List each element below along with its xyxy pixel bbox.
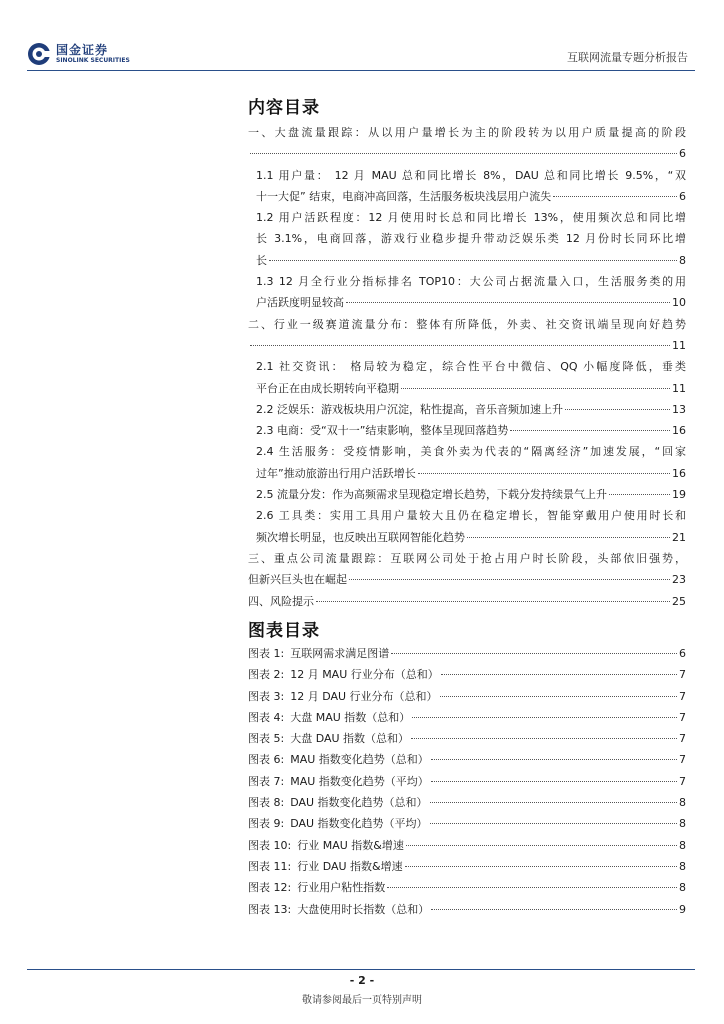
dot-leader [269,260,677,261]
toc-entry[interactable] [248,356,686,399]
dot-leader [440,696,677,697]
figure-title: 行业 DAU 指数&增速 [297,859,403,873]
toc-page-number: 16 [672,466,686,480]
toc-entry-leader-line [248,591,686,612]
toc-page-number: 19 [672,488,686,502]
toc-entry[interactable] [248,271,686,314]
figure-entry[interactable] [248,686,686,707]
toc-entry-text: 长 3.1%，电商回落，游戏行业稳步提升带动泛娱乐类 12 月份时长同环比增 [256,232,686,246]
toc-entry[interactable] [248,420,686,441]
figure-page-number: 8 [679,881,686,895]
logo-mark-icon [27,42,51,66]
toc-entry-leader-line [256,527,686,548]
toc-entry-text: 平台正在由成长期转向平稳期 [256,381,399,395]
figure-page-number: 8 [679,817,686,831]
logo-english-name: SINOLINK SECURITIES [56,56,130,64]
figure-page-number: 7 [679,668,686,682]
toc-entry-leader-line [256,484,686,505]
toc-page-number: 10 [672,296,686,310]
figure-entry[interactable] [248,664,686,685]
figure-title: MAU 指数变化趋势（平均） [290,774,429,788]
toc-page-number: 21 [672,530,686,544]
figure-page-number: 7 [679,689,686,703]
figure-page-number: 8 [679,796,686,810]
toc-page-number: 11 [672,338,686,352]
figure-title: 大盘使用时长指数（总和） [297,902,430,916]
figure-entry[interactable] [248,813,686,834]
dot-leader [431,781,677,782]
figure-title: DAU 指数变化趋势（总和） [290,796,428,810]
toc-entry-leader-line [256,186,686,207]
figure-entry[interactable] [248,728,686,749]
dot-leader [387,887,677,888]
figure-page-number: 7 [679,774,686,788]
toc-entry-leader-line [256,292,686,313]
figure-title: 大盘 MAU 指数（总和） [290,710,411,724]
dot-leader [412,717,677,718]
company-logo [27,42,130,66]
toc-entry-text: 三、重点公司流量跟踪：互联网公司处于抢占用户时长阶段，头部依旧强势， [248,551,686,565]
table-of-contents [248,122,686,612]
toc-entry[interactable] [248,441,686,484]
figure-list [248,643,686,920]
dot-leader [510,430,670,431]
figure-entry[interactable] [248,707,686,728]
figure-label: 图表 1: [248,647,285,660]
figure-entry[interactable] [248,749,686,770]
figure-label: 图表 5: [248,732,285,746]
dot-leader [411,738,677,739]
toc-entry-text: 户活跃度明显较高 [256,296,344,310]
toc-entry-text: 过年”推动旅游出行用户活跃增长 [256,466,416,480]
toc-entry-leader-line [256,399,686,420]
dot-leader [250,153,677,154]
figure-list-title: 图表目录 [248,621,320,641]
toc-title: 内容目录 [248,98,320,118]
toc-entry-leader-line [256,463,686,484]
dot-leader [431,759,677,760]
page-number: - 2 - [349,974,375,987]
toc-entry-leader-line [256,250,686,271]
toc-entry[interactable] [248,505,686,548]
figure-label: 图表 4: [248,710,285,724]
page-header [0,0,724,80]
figure-entry[interactable] [248,792,686,813]
dot-leader [316,601,670,602]
toc-entry-text: 长 [256,253,267,267]
toc-entry-leader-line [248,143,686,164]
figure-entry[interactable] [248,835,686,856]
dot-leader [405,866,677,867]
figure-page-number: 6 [679,647,686,660]
figure-label: 图表 12: [248,881,292,895]
figure-page-number: 7 [679,753,686,767]
figure-title: DAU 指数变化趋势（平均） [290,817,428,831]
logo-chinese-name: 国金证券 [56,42,109,57]
footer-disclaimer: 敬请参阅最后一页特别声明 [302,995,422,1006]
toc-entry-text: 2.4 生活服务：受疫情影响，美食外卖为代表的“隔离经济”加速发展，“回家 [256,445,686,459]
footer-divider [27,969,695,970]
toc-entry[interactable] [248,314,686,357]
toc-entry[interactable] [248,484,686,505]
toc-page-number: 6 [679,147,686,161]
figure-title: 行业 MAU 指数&增速 [297,838,404,852]
toc-entry[interactable] [248,548,686,591]
toc-entry-text: 1.2 用户活跃程度：12 月使用时长总和同比增长 13%，使用频次总和同比增 [256,211,686,225]
toc-page-number: 13 [672,402,686,416]
figure-entry[interactable] [248,643,686,664]
figure-entry[interactable] [248,856,686,877]
figure-title: 大盘 DAU 指数（总和） [290,732,410,746]
dot-leader [431,909,677,910]
figure-label: 图表 13: [248,902,292,916]
dot-leader [349,579,670,580]
figure-title: 12 月 DAU 行业分布（总和） [290,689,438,703]
toc-entry-text: 2.6 工具类：实用工具用户量较大且仍在稳定增长，智能穿戴用户使用时长和 [256,509,686,523]
figure-page-number: 8 [679,859,686,873]
toc-entry-leader-line [256,378,686,399]
figure-title: MAU 指数变化趋势（总和） [290,753,429,767]
toc-entry-text: 频次增长明显，也反映出互联网智能化趋势 [256,530,465,544]
toc-entry-text: 四、风险提示 [248,594,314,608]
dot-leader [430,802,677,803]
figure-title: 12 月 MAU 行业分布（总和） [290,668,439,682]
toc-entry[interactable] [248,399,686,420]
dot-leader [418,473,670,474]
figure-entry[interactable] [248,771,686,792]
dot-leader [250,345,670,346]
toc-entry-text: 1.3 12 月全行业分指标排名 TOP10：大公司占据流量入口，生活服务类的用 [256,275,686,289]
toc-entry-text: 十一大促” 结束，电商冲高回落，生活服务板块浅层用户流失 [256,189,552,203]
toc-entry-text: 2.1 社交资讯： 格局较为稳定，综合性平台中微信、QQ 小幅度降低，垂类 [256,360,686,374]
dot-leader [553,196,677,197]
dot-leader [406,845,677,846]
figure-label: 图表 3: [248,689,285,703]
toc-entry-leader-line [248,569,686,590]
header-divider [27,70,695,71]
toc-entry-text: 1.1 用户量： 12 月 MAU 总和同比增长 8%，DAU 总和同比增长 9.5%，“双 [256,168,686,182]
toc-entry-text: 2.2 泛娱乐：游戏板块用户沉淀，粘性提高，音乐音频加速上升 [256,402,563,416]
toc-entry[interactable] [248,207,686,271]
dot-leader [430,823,677,824]
figure-label: 图表 7: [248,774,285,788]
toc-entry[interactable] [248,165,686,208]
figure-page-number: 8 [679,838,686,852]
figure-label: 图表 9: [248,817,285,831]
figure-label: 图表 11: [248,859,292,873]
dot-leader [609,494,670,495]
report-title: 互联网流量专题分析报告 [567,51,688,64]
figure-entry[interactable] [248,899,686,920]
figure-label: 图表 10: [248,838,292,852]
figure-label: 图表 2: [248,668,285,682]
toc-page-number: 6 [679,189,686,203]
toc-entry-text: 二、行业一级赛道流量分布：整体有所降低，外卖、社交资讯端呈现向好趋势 [248,317,686,331]
figure-title: 互联网需求满足图谱 [290,647,390,660]
toc-page-number: 25 [672,594,686,608]
figure-title: 行业用户粘性指数 [297,881,386,895]
dot-leader [441,674,677,675]
toc-entry[interactable] [248,591,686,612]
figure-entry[interactable] [248,877,686,898]
toc-entry-text: 一、大盘流量跟踪：从以用户量增长为主的阶段转为以用户质量提高的阶段 [248,126,686,139]
toc-page-number: 8 [679,253,686,267]
figure-page-number: 9 [679,902,686,916]
toc-page-number: 16 [672,424,686,438]
toc-entry[interactable] [248,122,686,165]
toc-page-number: 11 [672,381,686,395]
toc-entry-text: 2.5 流量分发：作为高频需求呈现稳定增长趋势，下载分发持续景气上升 [256,488,607,502]
toc-entry-leader-line [256,420,686,441]
toc-entry-text: 但新兴巨头也在崛起 [248,573,347,587]
dot-leader [565,409,670,410]
dot-leader [401,388,670,389]
toc-entry-leader-line [248,335,686,356]
dot-leader [391,653,677,654]
toc-page-number: 23 [672,573,686,587]
figure-label: 图表 6: [248,753,285,767]
figure-label: 图表 8: [248,796,285,810]
toc-entry-text: 2.3 电商：受“双十一”结束影响，整体呈现回落趋势 [256,424,509,438]
dot-leader [346,302,670,303]
figure-page-number: 7 [679,732,686,746]
figure-page-number: 7 [679,710,686,724]
dot-leader [467,537,670,538]
